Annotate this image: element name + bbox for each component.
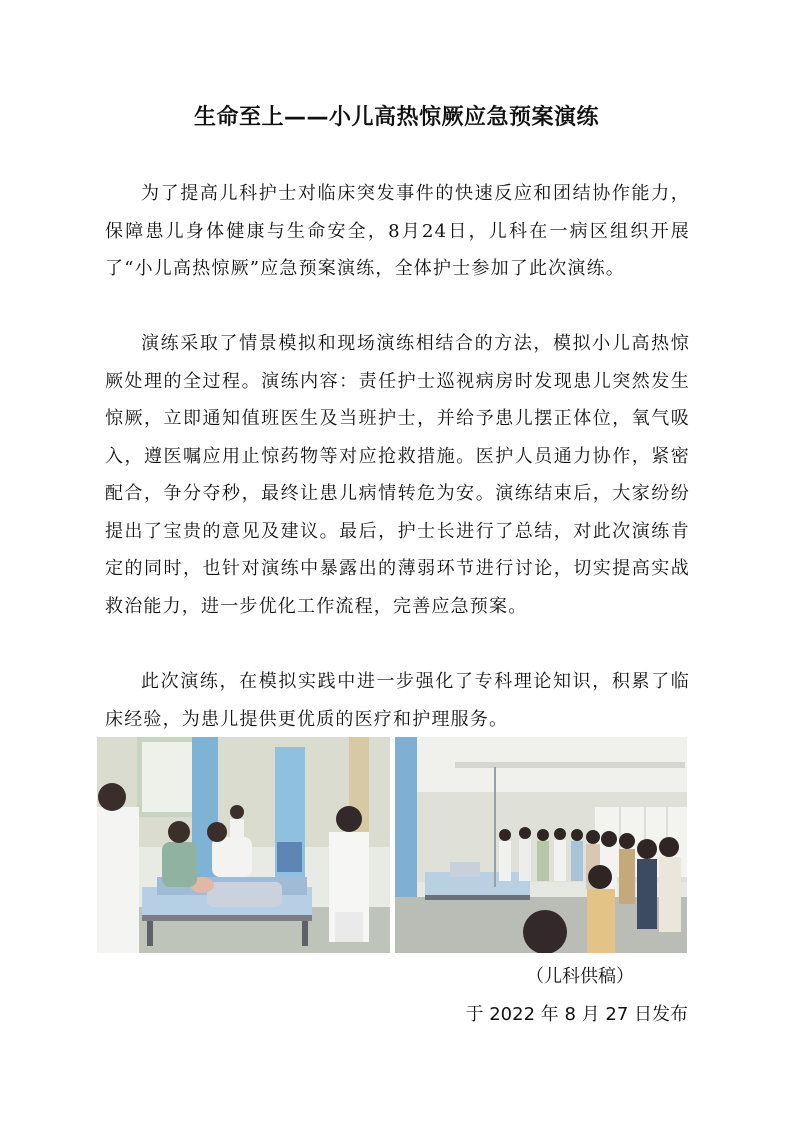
- publish-date: 于 2022 年 8 月 27 日发布: [465, 1004, 688, 1025]
- paragraph-conclusion: 此次演练，在模拟实践中进一步强化了专科理论知识，积累了临床经验，为患儿提供更优质的医疗和护理服务。: [105, 671, 690, 730]
- drill-photo-bedside: [97, 737, 390, 953]
- paragraph-process: 演练采取了情景模拟和现场演练相结合的方法，模拟小儿高热惊厥处理的全过程。演练内容：责任护士巡视病房时发现患儿突然发生惊厥，立即通知值班医生及当班护士，并给予患儿摆正体位，氧气吸入，遵医嘱应用止惊药物等对应抢救措施。医护人员通力协作，紧密配合，争分夺秒，最终让患儿病情转危为安。演练结束后，大家纷纷提出了宝贵的意见及建议。最后，护士长进行了总结，对此次演练肯定的同时，也针对演练中暴露出的薄弱环节进行讨论，切实提高实战救治能力，进一步优化工作流程，完善应急预案。: [105, 333, 690, 617]
- article-credit: （儿科供稿）: [526, 966, 634, 987]
- article-title: 生命至上——小儿高热惊厥应急预案演练: [193, 105, 599, 130]
- drill-photo-group: [395, 737, 687, 953]
- paragraph-intro: 为了提高儿科护士对临床突发事件的快速反应和团结协作能力，保障患儿身体健康与生命安全，8月24日，儿科在一病区组织开展了“小儿高热惊厥”应急预案演练，全体护士参加了此次演练。: [105, 183, 690, 279]
